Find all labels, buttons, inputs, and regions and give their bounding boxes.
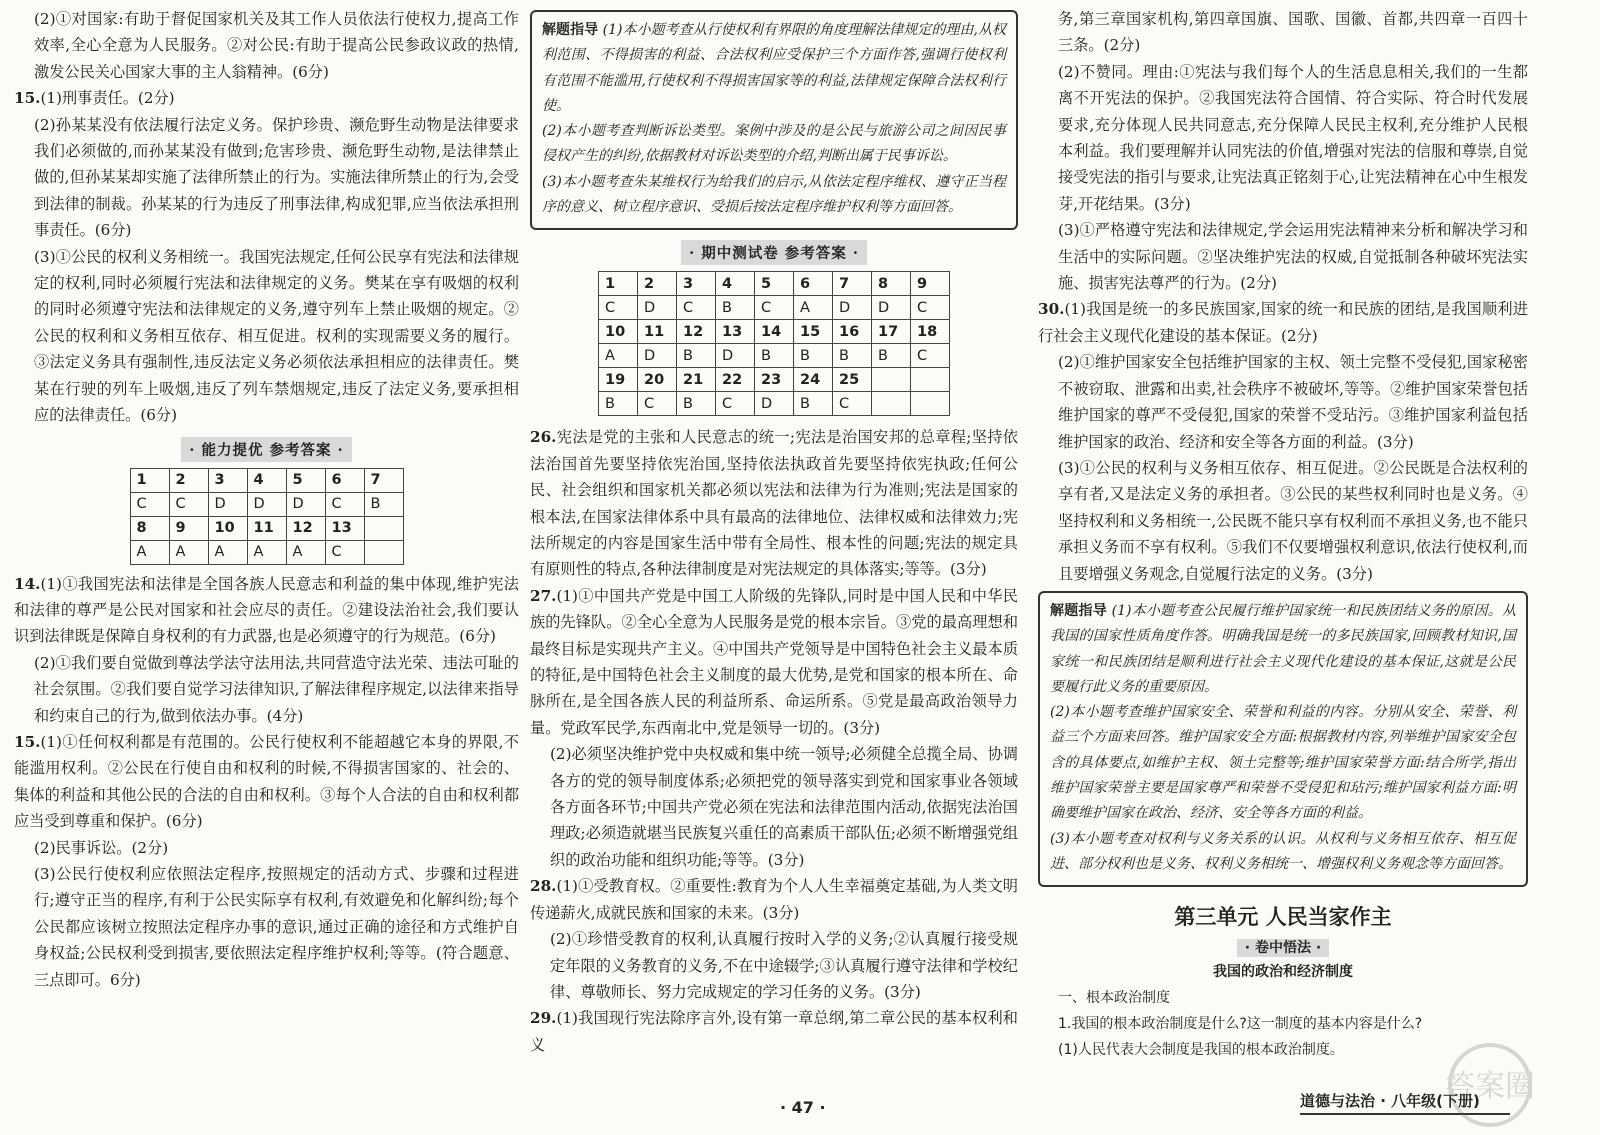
table-question-number: 15 [794, 320, 833, 344]
table-answer-cell: C [716, 392, 755, 416]
table-answer-cell: A [599, 344, 638, 368]
table-answer-cell: B [755, 344, 794, 368]
table-answer-cell [872, 392, 911, 416]
table-answer-cell: D [247, 492, 286, 516]
q29-part3: (3)①严格遵守宪法和法律规定,学会运用宪法精神来分析和解决学习和生活中的实际问题。②坚决维护宪法的权威,自觉抵制各种破坏宪法实施、损害宪法尊严的行为。(2分) [1058, 221, 1528, 293]
q14-part2: (2)①我们要自觉做到尊法学法守法用法,共同营造守法光荣、违法可耻的社会氛围。②我们要自觉学习法律知识,了解法律程序规定,以法律来指导和约束自己的行为,做到依法办事。(4分) [34, 653, 519, 725]
table-answer-cell: D [833, 296, 872, 320]
q15-part2: (2)孙某某没有依法履行法定义务。保护珍贵、濒危野生动物是法律要求我们必须做的,而孙某某没有做到;危害珍贵、濒危野生动物,是法律禁止做的,但孙某某却实施了法律所禁止的行为。实施法律所禁止的行为,会受到法律的制裁。孙某某的行为违反了刑事法律,构成犯罪,应当依法承担刑事责任。(6分) [34, 115, 519, 240]
guide-tag: 解题指导 [542, 22, 599, 38]
table-answer-cell: D [755, 392, 794, 416]
column-middle [530, 6, 1018, 1058]
guide1-part2: (2)本小题考查判断诉讼类型。案例中涉及的是公民与旅游公司之间因民事侵权产生的纠纷,依据教材对诉讼类型的介绍,判断出属于民事诉讼。 [542, 123, 1006, 165]
column-right [1038, 6, 1528, 1063]
table-question-number [364, 516, 403, 540]
table-question-number: 11 [247, 516, 286, 540]
table-question-number: 20 [638, 368, 677, 392]
table-answer-cell: A [794, 296, 833, 320]
table-answer-cell: C [833, 392, 872, 416]
table-question-number: 7 [364, 468, 403, 492]
guide2-part3: (3)本小题考查对权利与义务关系的认识。从权利与义务相互依存、相互促进、部分权利也是义务、权利义务相统一、增强权利义务观念等方面回答。 [1050, 830, 1516, 872]
table-answer-cell: D [638, 296, 677, 320]
table-answer-cell: B [677, 392, 716, 416]
q30-number: 30. [1038, 300, 1065, 319]
q15-part1: (1)刑事责任。(2分) [40, 89, 175, 108]
table-answer-cell: A [286, 540, 325, 564]
table-answer-cell: D [208, 492, 247, 516]
table-answer-cell: A [208, 540, 247, 564]
table-answer-cell: D [872, 296, 911, 320]
unit-title: 第三单元 人民当家作主 [1174, 905, 1392, 930]
guide2-part1: (1)本小题考查公民履行维护国家统一和民族团结义务的原因。从我国的国家性质角度作答。明确我国是统一的多民族国家,回顾教材知识,国家统一和民族团结是顺利进行社会主义现代化建设的基本保证,这就是公民要履行此义务的重要原因。 [1050, 602, 1517, 695]
svg-text:答案圈: 答案圈 [1445, 1069, 1535, 1104]
table-answer-cell: A [130, 540, 169, 564]
column-left [14, 6, 519, 993]
table-answer-cell [364, 540, 403, 564]
table-question-number: 12 [677, 320, 716, 344]
q14-number: 14. [14, 574, 41, 593]
table-question-number: 14 [755, 320, 794, 344]
table-answer-cell: C [325, 492, 364, 516]
q29-number: 29. [530, 1009, 557, 1028]
section-question: 1.我国的根本政治制度是什么?这一制度的基本内容是什么? [1058, 1016, 1423, 1033]
table-answer-cell: A [169, 540, 208, 564]
section-heading: 一、根本政治制度 [1058, 990, 1170, 1007]
q26-number: 26. [530, 428, 557, 447]
q29-part1: (1)我国现行宪法除序言外,设有第一章总纲,第二章公民的基本权利和义 [530, 1009, 1018, 1054]
table-question-number: 9 [169, 516, 208, 540]
midterm-answer-table [598, 271, 950, 416]
table-answer-cell: B [599, 392, 638, 416]
table-question-number: 6 [325, 468, 364, 492]
guide1-part3: (3)本小题考查朱某维权行为给我们的启示,从依法定程序维权、遵守正当程序的意义、树立程序意识、受损后按法定程序维护权利等方面回答。 [542, 173, 1006, 216]
table-question-number: 5 [755, 272, 794, 296]
table-question-number: 8 [130, 516, 169, 540]
q26-answer: 宪法是党的主张和人民意志的统一;宪法是治国安邦的总章程;坚持依法治国首先要坚持依宪治国,坚持依法执政首先要坚持依宪执政;任何公民、社会组织和国家机关都必须以宪法和法律为行为准则;宪法是国家的根本法,在国家法律体系中具有最高的法律地位、法律权威和法律效力;宪法所规定的内容是国家生活中带有全局性、根本性的问题;宪法的规定具有原则性的特点,各种法律制度是对宪法规定的具体落实;等等。(3分) [530, 428, 1018, 579]
table-question-number: 1 [130, 468, 169, 492]
table-question-number: 6 [794, 272, 833, 296]
ability-answer-table [130, 468, 404, 565]
page-number: · 47 · [780, 1098, 826, 1117]
solution-guide-box-1 [530, 10, 1018, 230]
q30-part3: (3)①公民的权利与义务相互依存、相互促进。②公民既是合法权利的享有者,又是法定义务的承担者。③公民的某些权利同时也是义务。④坚持权利和义务相统一,公民既不能只享有权利而不承担义务,也不能只承担义务而不享有权利。⑤我们不仅要增强权利意识,依法行使权利,而且要增强义务观念,自觉履行法定的义务。(3分) [1058, 458, 1528, 583]
table-question-number: 2 [169, 468, 208, 492]
table-question-number: 7 [833, 272, 872, 296]
q15-part3: (3)①公民的权利义务相统一。我国宪法规定,任何公民享有宪法和法律规定的权利,同时必须履行宪法和法律规定的义务。樊某在享有吸烟的权利的同时必须遵守宪法和法律规定的义务,遵守列车上禁止吸烟的规定。②公民的权利和义务相互依存、相互促进。权利的实现需要义务的履行。③法定义务具有强制性,违反法定义务必须依法承担相应的法律责任。樊某在行驶的列车上吸烟,违反了列车禁烟规定,违反了法定义务,要承担相应的法律责任。(6分) [34, 247, 519, 425]
table-question-number: 10 [599, 320, 638, 344]
table-answer-cell: C [130, 492, 169, 516]
table-answer-cell: B [364, 492, 403, 516]
table-question-number: 23 [755, 368, 794, 392]
table-question-number: 2 [638, 272, 677, 296]
guide-tag: 解题指导 [1050, 602, 1107, 619]
table-question-number: 25 [833, 368, 872, 392]
table-answer-cell: C [677, 296, 716, 320]
table-answer-cell: B [794, 392, 833, 416]
q15b-number: 15. [14, 732, 41, 751]
q15-number: 15. [14, 89, 41, 108]
table-question-number: 4 [716, 272, 755, 296]
table-question-number: 18 [911, 320, 950, 344]
q13-part2: (2)①对国家:有助于督促国家机关及其工作人员依法行使权力,提高工作效率,全心全意为人民服务。②对公民:有助于提高公民参政议政的热情,激发公民关心国家大事的主人翁精神。(6分) [34, 10, 519, 81]
section-subtitle: 我国的政治和经济制度 [1213, 964, 1353, 981]
table-question-number [872, 368, 911, 392]
table-question-number: 16 [833, 320, 872, 344]
table-answer-cell: B [716, 296, 755, 320]
table-answer-cell: C [599, 296, 638, 320]
q30-part1: (1)我国是统一的多民族国家,国家的统一和民族的团结,是我国顺利进行社会主义现代化建设的基本保证。(2分) [1038, 300, 1528, 345]
table-question-number: 8 [872, 272, 911, 296]
table-answer-cell: C [911, 344, 950, 368]
table-answer-cell: C [169, 492, 208, 516]
q15b-part2: (2)民事诉讼。(2分) [34, 838, 169, 857]
table-question-number: 3 [208, 468, 247, 492]
table-question-number: 9 [911, 272, 950, 296]
table-answer-cell: C [755, 296, 794, 320]
table-question-number: 13 [325, 516, 364, 540]
q28-number: 28. [530, 877, 557, 896]
table-question-number: 3 [677, 272, 716, 296]
table-question-number: 13 [716, 320, 755, 344]
q27-number: 27. [530, 586, 557, 605]
table-question-number: 4 [247, 468, 286, 492]
q14-part1: (1)①我国宪法和法律是全国各族人民意志和利益的集中体现,维护宪法和法律的尊严是公民对国家和社会应尽的责任。②建设法治社会,我们要认识到法律既是保障自身权利的有力武器,也是必须遵守的行为规范。(6分) [14, 574, 519, 646]
watermark-logo [1415, 1040, 1565, 1130]
guide1-part1: (1)本小题考查从行使权利有界限的角度理解法律规定的理由,从权利范围、不得损害的利益、合法权利应受保护三个方面作答,强调行使权利有范围不能滥用,行使权利不得损害国家等的利益,法律规定保障合法权利行使。 [542, 22, 1007, 114]
book-footer: 道德与法治 · 八年级(下册) [1300, 1090, 1510, 1115]
table-answer-cell: D [286, 492, 325, 516]
table-answer-cell: C [325, 540, 364, 564]
table-question-number: 10 [208, 516, 247, 540]
table-question-number: 1 [599, 272, 638, 296]
table-question-number [911, 368, 950, 392]
section-chip: · 卷中悟法 · [1038, 937, 1528, 957]
q29-part2: (2)不赞同。理由:①宪法与我们每个人的生活息息相关,我们的一生都离不开宪法的保护。②我国宪法符合国情、符合实际、符合时代发展要求,充分体现人民共同意志,充分保障人民民主权利,充分维护人民根本利益。我们要理解并认同宪法的价值,增强对宪法的信服和尊崇,自觉接受宪法的指引与要求,让宪法真正铭刻于心,让宪法精神在心中生根发芽,开花结果。(3分) [1058, 62, 1528, 213]
q15b-part1: (1)①任何权利都是有范围的。公民行使权利不能超越它本身的界限,不能滥用权利。②公民在行使自由和权利的时候,不得损害国家的、社会的、集体的利益和其他公民的合法的自由和权利。③每个人合法的自由和权利都应当受到尊重和保护。(6分) [14, 732, 519, 831]
section-answer: (1)人民代表大会制度是我国的根本政治制度。 [1058, 1042, 1344, 1059]
table-question-number: 19 [599, 368, 638, 392]
table-answer-cell: B [677, 344, 716, 368]
q27-part2: (2)必须坚决维护党中央权威和集中统一领导;必须健全总揽全局、协调各方的党的领导制度体系;必须把党的领导落实到党和国家事业各领域各方面各环节;中国共产党必须在宪法和法律范围内活动,依据宪法治国理政;必须造就堪当民族复兴重任的高素质干部队伍;必须不断增强党组织的政治功能和组织功能;等等。(3分) [550, 745, 1018, 869]
table-answer-cell: B [833, 344, 872, 368]
q27-part1: (1)①中国共产党是中国工人阶级的先锋队,同时是中国人民和中华民族的先锋队。②全心全意为人民服务是党的根本宗旨。③党的最高理想和最终目标是实现共产主义。④中国共产党领导是中国特色社会主义最本质的特征,是中国特色社会主义制度的最大优势,是党和国家的根本所在、命脉所在,是全国各族人民的利益所系、命运所系。⑤党是最高政治领导力量。党政军民学,东西南北中,党是领导一切的。(3分) [530, 586, 1018, 737]
table-question-number: 11 [638, 320, 677, 344]
table-answer-cell: B [794, 344, 833, 368]
table-question-number: 5 [286, 468, 325, 492]
table-answer-cell: D [716, 344, 755, 368]
guide2-part2: (2)本小题考查维护国家安全、荣誉和利益的内容。分别从安全、荣誉、利益三个方面来回答。维护国家安全方面:根据教材内容,列举维护国家安全包含的具体要点,如维护主权、领土完整等;维护国家荣誉方面:结合所学,指出维护国家荣誉主要是国家尊严和荣誉不受侵犯和玷污;维护国家利益方面:明确要维护国家在政治、经济、安全等各方面的利益。 [1050, 704, 1516, 822]
solution-guide-box-2 [1038, 591, 1528, 887]
q30-part2: (2)①维护国家安全包括维护国家的主权、领土完整不受侵犯,国家秘密不被窃取、泄露和出卖,社会秩序不被破坏,等等。②维护国家荣誉包括维护国家的尊严不受侵犯,国家的荣誉不受玷污。③维护国家利益包括维护国家的政治、经济和安全等各方面的利益。(3分) [1058, 353, 1528, 451]
table-answer-cell: C [911, 296, 950, 320]
q28-part1: (1)①受教育权。②重要性:教育为个人人生幸福奠定基础,为人类文明传递薪火,成就民族和国家的未来。(3分) [530, 877, 1018, 922]
q28-part2: (2)①珍惜受教育的权利,认真履行按时入学的义务;②认真履行接受规定年限的义务教育的义务,不在中途辍学;③认真履行遵守法律和学校纪律、尊敬师长、努力完成规定的学习任务的义务。(3分) [550, 930, 1018, 1001]
table-answer-cell: C [638, 392, 677, 416]
midterm-banner: · 期中测试卷 参考答案 · [530, 240, 1018, 265]
table-question-number: 12 [286, 516, 325, 540]
table-question-number: 22 [716, 368, 755, 392]
table-question-number: 24 [794, 368, 833, 392]
q15b-part3: (3)公民行使权利应依照法定程序,按照规定的活动方式、步骤和过程进行;遵守正当的程序,有利于公民实际享有权利,有效避免和化解纠纷;每个公民都应该树立按照法定程序办事的意识,通过正确的途径和方式维护自身权益;公民权利受到损害,要依照法定程序维护权利;等等。(符合题意、三点即可。6分) [34, 864, 519, 989]
table-answer-cell [911, 392, 950, 416]
ability-banner: · 能力提优 参考答案 · [14, 437, 519, 462]
table-answer-cell: B [872, 344, 911, 368]
table-question-number: 21 [677, 368, 716, 392]
table-question-number: 17 [872, 320, 911, 344]
table-answer-cell: D [638, 344, 677, 368]
q29-part1-cont: 务,第三章国家机构,第四章国旗、国歌、国徽、首都,共四章一百四十三条。(2分) [1058, 10, 1528, 55]
table-answer-cell: A [247, 540, 286, 564]
